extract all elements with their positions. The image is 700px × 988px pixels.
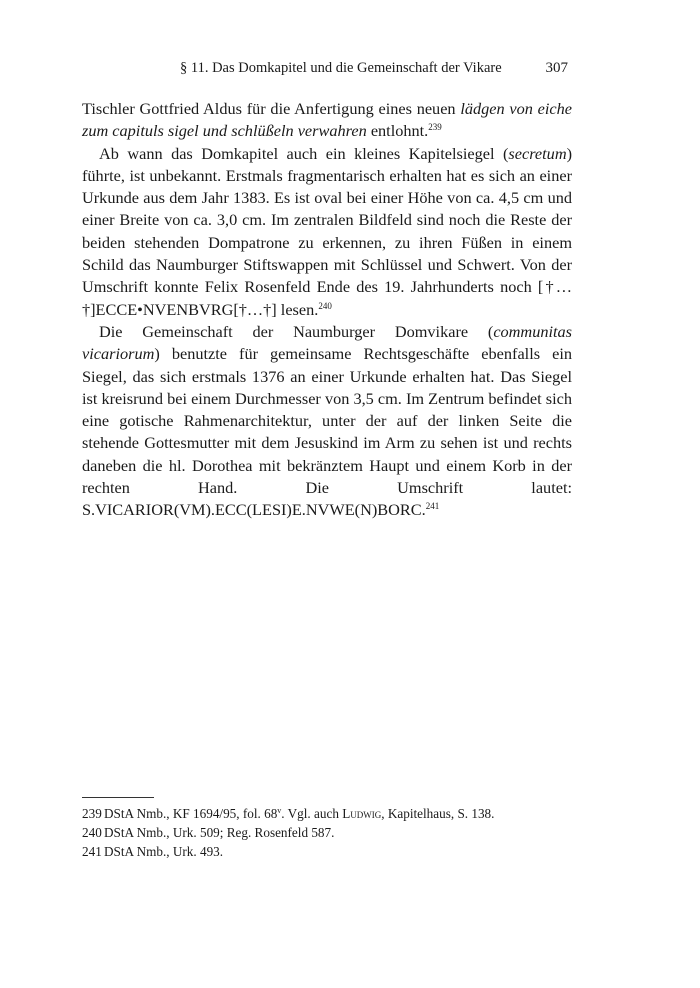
paragraph-2-term: secretum xyxy=(508,143,567,163)
paragraph-2-text: Ab wann das Domkapitel auch ein kleines Kapitelsiegel ( xyxy=(99,143,509,163)
paragraph-3-text-end: ) benutzte für gemeinsame Rechtsgeschäfte ebenfalls ein Siegel, das sich erstmals 1376 an einer Urkunde erhalten hat. Das Siegel ist kreisrund bei einem Durchmesser von 3,5 cm. Im Zentrum befindet sich eine gotische Rahmenarchitektur, unter der auf der linken Seite die stehende Gottesmutter mit dem Jesuskind im Arm zu sehen ist und rechts daneben die hl. Dorothea mit bekränztem Haupt und einem Korb in der rechten Hand. Die Umschrift lautet: S.VICARIOR(VM).ECC(LESI)E.NVWE(N)BORC. xyxy=(82,344,572,520)
paragraph-1-quote: lädgen von eiche zum capituls sigel und schlüßeln verwahren xyxy=(82,99,572,141)
footnote-text: DStA Nmb., Urk. 509; Reg. Rosenfeld 587. xyxy=(104,825,335,840)
paragraph-3 xyxy=(82,321,572,522)
footnote-text: DStA Nmb., Urk. 493. xyxy=(104,844,224,859)
footnote-text: DStA Nmb., KF 1694/95, fol. 68 xyxy=(104,806,278,821)
running-header xyxy=(82,60,612,82)
footnote-number: 241 xyxy=(82,844,102,859)
running-title: § 11. Das Domkapitel und die Gemeinschaft der Vikare xyxy=(180,60,502,76)
paragraph-1 xyxy=(82,98,572,143)
paragraph-1-text-end: entlohnt. xyxy=(366,121,429,141)
footnote-240 xyxy=(82,823,572,842)
footnote-number: 240 xyxy=(82,825,102,840)
footnote-number: 239 xyxy=(82,806,102,821)
footnote-ref-239[interactable]: 239 xyxy=(428,122,442,133)
footnote-241 xyxy=(82,842,572,861)
paragraph-2 xyxy=(82,143,572,321)
footnote-text-cont: . Vgl. auch xyxy=(281,806,343,821)
footnote-superscript: v xyxy=(277,806,282,815)
footnote-author: Ludwig xyxy=(342,806,382,821)
paragraph-1-text: Tischler Gottfried Aldus für die Anfertigung eines neuen xyxy=(82,99,461,118)
footnote-divider xyxy=(82,797,154,798)
paragraph-2-text-end: ) führte, ist unbekannt. Erstmals fragmentarisch erhalten hat es sich an einer Urkunde aus dem Jahr 1383. Es ist oval bei einer Höhe von ca. 4,5 cm und einer Breite von ca. 3,0 cm. Im zentralen Bildfeld sind noch die Reste der beiden stehenden Dompatrone zu erkennen, zu ihren Füßen in einem Schild das Naumburger Stiftswappen mit Schlüssel und Schwert. Von der Umschrift konnte Felix Rosenfeld Ende des 19. Jahrhunderts noch [†…†]ECCE•NVENBVRG[†…†] lesen. xyxy=(82,143,572,319)
paragraph-3-term: communitas vicariorum xyxy=(82,321,572,364)
footnote-239 xyxy=(82,804,572,823)
body-text xyxy=(82,98,572,522)
page-number: 307 xyxy=(545,60,568,76)
footnote-ref-241[interactable]: 241 xyxy=(425,501,440,512)
footnote-ref-240[interactable]: 240 xyxy=(318,300,332,311)
footnote-text-end: , Kapitelhaus, S. 138. xyxy=(381,806,495,821)
footnotes xyxy=(82,804,572,861)
paragraph-3-text: Die Gemeinschaft der Naumburger Domvikare ( xyxy=(99,321,494,341)
